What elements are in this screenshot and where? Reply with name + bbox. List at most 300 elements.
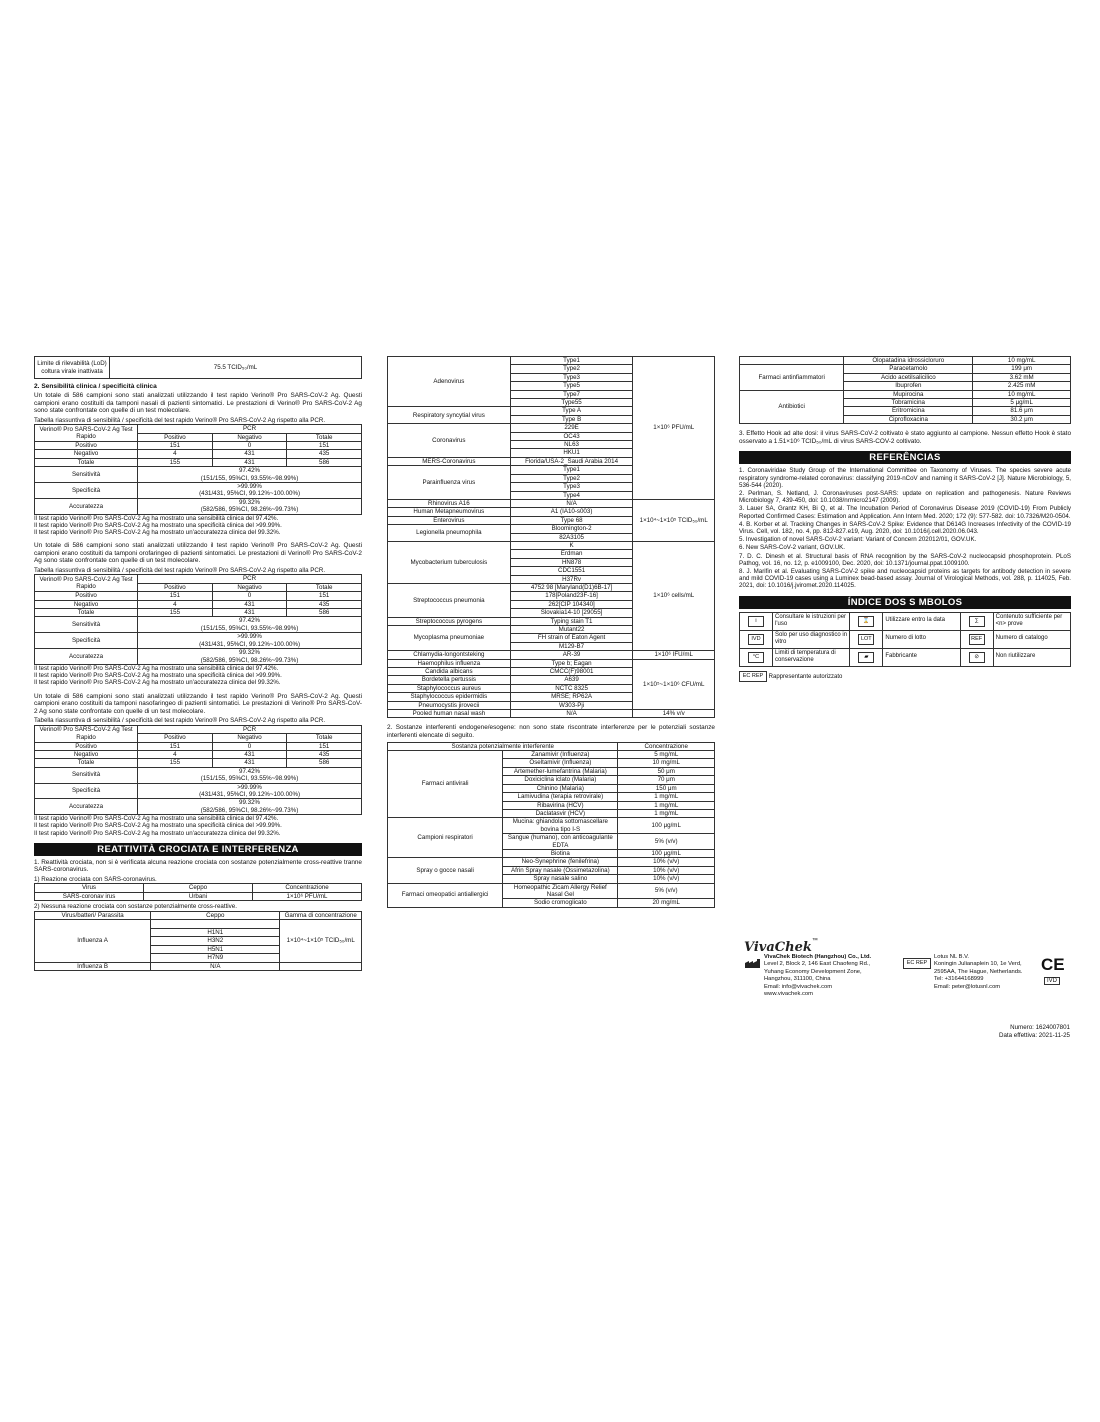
symbol-description: Limiti di temperatura di conservazione: [773, 648, 850, 666]
substance-concentration: 81.6 μm: [973, 407, 1071, 415]
strain-cell: Type7: [510, 390, 633, 398]
organism-name: Human Metapneumovirus: [388, 508, 511, 516]
substance-concentration: 1 mg/mL: [618, 801, 715, 809]
strain-cell: H7N9: [151, 954, 280, 962]
column-header: Totale: [287, 583, 362, 591]
column-header: Positivo: [138, 433, 213, 441]
cross-row: [388, 499, 715, 507]
substance-name: Acido acetilsalicilico: [844, 373, 973, 381]
table-cell: 586: [287, 458, 362, 466]
table-cell: 155: [138, 759, 213, 767]
result-note: Il test rapido Verino® Pro SARS-CoV-2 Ag ha mostrato una sensibilità clinica del 97.42%.: [34, 664, 279, 672]
address-line: www.vivachek.com: [764, 991, 813, 998]
column-header: Positivo: [138, 583, 213, 591]
reference-item: 6. New SARS-CoV-2 variant, GOV.UK.: [739, 544, 846, 552]
organism-name: Mycoplasma pneumoniae: [388, 626, 511, 651]
stat-ci: (151/155, 95%CI, 93.55%~98.99%): [200, 775, 299, 783]
stat-value: [138, 783, 362, 799]
cross1-table: [34, 883, 362, 901]
corner-cell: Verino® Pro SARS-CoV-2 Ag Test Rapido: [35, 725, 138, 742]
stat-percent: >99.99%: [237, 633, 262, 641]
substance-group: Spray o gocce nasali: [388, 858, 503, 883]
stat-row: [35, 617, 362, 633]
interference-row: [740, 390, 1071, 398]
stat-row: [35, 799, 362, 815]
stat-percent: 99.32%: [239, 498, 261, 506]
strain-cell: M129-B7: [510, 642, 633, 650]
influenza-b-conc: [280, 962, 362, 970]
section-2-title: 2. Sensibilità clinica / specificità clinica: [34, 383, 157, 390]
substance-name: Ciprofloxacina: [844, 415, 973, 423]
rep-line: Lotus NL B.V.: [934, 954, 970, 960]
table-cell: Negativo: [35, 600, 138, 608]
reference-item: 5. Investigation of novel SARS-CoV-2 variant: Variant of Concern 202012/01, GOV.UK.: [739, 536, 977, 544]
stat-percent: 97.42%: [239, 767, 261, 775]
column-header: Negativo: [212, 734, 287, 742]
table-row: [35, 759, 362, 767]
organism-name: Staphylococcus aureus: [388, 684, 511, 692]
symbol-glyph: IVD: [748, 634, 764, 645]
cross1-header: Virus: [35, 884, 144, 892]
manufacturer-block: [764, 954, 894, 998]
strain-cell: A639: [510, 676, 633, 684]
table-cell: 151: [287, 442, 362, 450]
strain-cell: Type55: [510, 399, 633, 407]
substance-concentration: 10% (v/v): [618, 858, 715, 866]
stat-label: Specificità: [35, 633, 138, 649]
interference-header: Sostanza potenzialmente interferente: [388, 742, 618, 750]
substance-name: Sangue (humano), con anticoagulante EDTA: [503, 834, 618, 850]
table-cell: 155: [138, 609, 213, 617]
strain-cell: H1N1: [151, 929, 280, 937]
substance-group: Farmaci antivirali: [388, 751, 503, 818]
address-line: Level 2, Block 2, 146 East Chaofeng Rd.,: [764, 961, 871, 968]
strain-cell: FH strain of Eaton Agent: [510, 634, 633, 642]
stat-label: Sensitività: [35, 467, 138, 483]
cross-row: [388, 659, 715, 667]
organism-name: Coronavirus: [388, 424, 511, 458]
strain-cell: Type3: [510, 483, 633, 491]
table-cell: Negativo: [35, 450, 138, 458]
ivd-mark: IVD: [1044, 977, 1060, 985]
substance-group: Farmaci omeopatici antiallergici: [388, 883, 503, 907]
strain-cell: CMCC(F)98001: [510, 668, 633, 676]
strain-cell: [151, 920, 280, 929]
substance-name: Spray nasale salino: [503, 875, 618, 883]
performance-table: [34, 574, 362, 664]
symbol-description: Numero di catalogo: [993, 630, 1070, 648]
cross-row: [388, 357, 715, 365]
address-line: Hangzhou, 311100, China: [764, 976, 831, 983]
substance-concentration: 10% (v/v): [618, 866, 715, 874]
table-caption: Tabella riassuntiva di sensibilità / specificità del test rapido Verino® Pro SARS-CoV-2 Ag rispetto alla PCR.: [34, 416, 326, 424]
table-cell: 431: [212, 750, 287, 758]
stat-value: [138, 498, 362, 514]
interference-row: [388, 883, 715, 899]
concentration-cell: 1×10⁶ PFU/mL: [633, 357, 715, 500]
symbol-icon: [850, 612, 883, 630]
corner-cell: Verino® Pro SARS-CoV-2 Ag Test Rapido: [35, 425, 138, 442]
result-note: Il test rapido Verino® Pro SARS-CoV-2 Ag ha mostrato una sensibilità clinica del 97.42%.: [34, 815, 279, 823]
substance-name: Ribavirina (HCV): [503, 801, 618, 809]
strain-cell: Erdman: [510, 550, 633, 558]
table-cell: Totale: [35, 759, 138, 767]
substance-concentration: 5 mg/mL: [618, 751, 715, 759]
organism-name: Chlamydia-longontsteking: [388, 651, 511, 659]
effective-date: Data effettiva: 2021-11-25: [999, 1032, 1070, 1039]
result-note: Il test rapido Verino® Pro SARS-CoV-2 Ag ha mostrato una specificità clinica del >99.99%.: [34, 822, 282, 830]
table-cell: 151: [287, 592, 362, 600]
symbol-glyph: ⌛: [858, 616, 874, 627]
organism-name: Haemophilus influenza: [388, 659, 511, 667]
strain-cell: Type5: [510, 382, 633, 390]
table-cell: 431: [212, 458, 287, 466]
table-cell: 4: [138, 750, 213, 758]
cross2-title: 2) Nessuna reazione crociata con sostanze potenzialmente cross-reattive.: [34, 903, 237, 911]
organism-name: Bordetella pertussis: [388, 676, 511, 684]
performance-table: [34, 424, 362, 514]
organism-name: Parainfluenza virus: [388, 466, 511, 500]
strain-cell: HN878: [510, 558, 633, 566]
interference-header: Concentrazione: [618, 742, 715, 750]
document-number: Numero: 1624007801: [1010, 1024, 1070, 1031]
stat-row: [35, 467, 362, 483]
factory-icon: [744, 956, 764, 966]
stat-label: Accuratezza: [35, 498, 138, 514]
substance-concentration: 150 μm: [618, 784, 715, 792]
performance-blocks: [34, 392, 362, 837]
strain-cell: K: [510, 541, 633, 549]
strain-cell: Type 68: [510, 516, 633, 524]
influenza-b-strain: N/A: [151, 962, 280, 970]
strain-cell: H3N2: [151, 937, 280, 945]
symbol-row: [740, 648, 1071, 666]
column-header: Negativo: [212, 583, 287, 591]
substance-name: Artemether-lumefantrina (Malaria): [503, 767, 618, 775]
stat-value: [138, 483, 362, 499]
stat-ci: (151/155, 95%CI, 93.55%~98.99%): [200, 624, 299, 632]
symbols-table: [739, 612, 1071, 667]
column-2: [387, 356, 715, 908]
column-header: Totale: [287, 734, 362, 742]
stat-label: Sensitività: [35, 617, 138, 633]
symbol-icon: [850, 630, 883, 648]
stat-percent: 99.32%: [239, 649, 261, 657]
table-cell: 151: [287, 742, 362, 750]
cross2-header: Gamma di concentrazione: [280, 911, 362, 919]
substance-concentration: 100 μg/mL: [618, 818, 715, 834]
stat-ci: (582/586, 95%CI, 98.26%~99.73%): [200, 806, 299, 814]
strain-cell: H5N1: [151, 945, 280, 953]
reference-item: 3. Lauer SA, Grantz KH, Bi Q, et al. The Incubation Period of Coronavirus Disease 2019 (COVID-19) From Publicly Reported Confirmed Cases: Estimation and Application. Ann Intern Med. 2020; 172 (9): 577-582. doi: 10.7326/M20-0504.: [739, 505, 1071, 520]
stat-ci: (431/431, 95%CI, 99.12%~100.00%): [199, 790, 301, 798]
substance-concentration: 10 mg/mL: [973, 390, 1071, 398]
cross1-title: 1) Reazione crociata con SARS-coronavirus.: [34, 875, 157, 883]
document-footer: [960, 1024, 1070, 1040]
substance-name: Mucina: ghiandola sottomascellare bovina tipo I-S: [503, 818, 618, 834]
references-list: [739, 467, 1071, 589]
symbol-glyph: REF: [969, 634, 985, 645]
cross-intro: 1. Reattività crociata, non si è verificata alcuna reazione crociata con sostanze potenzialmente cross-reattive tranne SARS-coronavirus.: [34, 858, 362, 874]
substance-name: Biotina: [503, 849, 618, 857]
stat-label: Specificità: [35, 483, 138, 499]
substance-name: Sodio cromoglicato: [503, 899, 618, 907]
symbol-glyph: ▰: [858, 652, 874, 663]
substance-concentration: 3.62 mM: [973, 373, 1071, 381]
concentration-cell: 1×10⁴~1×10⁵ TCID₅₀/mL: [633, 499, 715, 541]
strain-cell: Type A: [510, 407, 633, 415]
reference-item: 2. Perlman, S. Netland, J. Coronaviruses post-SARS: update on replication and pathogenesis. Nature Reviews Microbiology 7, 439-450, doi: 10.1038/nrmicro2147 (2009).: [739, 490, 1071, 505]
table-cell: 431: [212, 759, 287, 767]
organism-name: Legionella pneumophila: [388, 525, 511, 542]
stat-row: [35, 783, 362, 799]
ec-rep-icon: EC REP: [739, 671, 767, 682]
cross1-cell: Urbani: [144, 892, 253, 900]
organism-name: Streptococcus pyrogens: [388, 617, 511, 625]
strain-cell: 229E: [510, 424, 633, 432]
stat-value: [138, 633, 362, 649]
substance-name: Tobramicina: [844, 399, 973, 407]
company-name: VivaChek Biotech (Hangzhou) Co., Ltd.: [764, 954, 872, 960]
strain-cell: Type4: [510, 491, 633, 499]
pcr-header: PCR: [138, 575, 362, 583]
substance-name: Eritromicina: [844, 407, 973, 415]
cross1-header: Ceppo: [144, 884, 253, 892]
reference-item: 7. D. C. Dinesh et al. Structural basis of RNA recognition by the SARS-CoV-2 nucleocapsid phosphoprotein. PLoS Pathog, vol. 16, no. 12, p. e1009100, Dec. 2020, doi: 10.1371/journal.ppat.1009100.: [739, 552, 1071, 567]
substance-concentration: 5% (v/v): [618, 883, 715, 899]
strain-cell: Type1: [510, 357, 633, 365]
column-header: Negativo: [212, 433, 287, 441]
strain-cell: W303-Pji: [510, 701, 633, 709]
stat-label: Sensitività: [35, 767, 138, 783]
symbol-glyph: °C: [748, 652, 764, 663]
symbol-icon: [740, 612, 773, 630]
symbol-icon: [740, 630, 773, 648]
table-cell: 4: [138, 450, 213, 458]
table-row: [35, 592, 362, 600]
strain-cell: Type2: [510, 365, 633, 373]
substance-concentration: 20 mg/mL: [618, 899, 715, 907]
symbol-description: Solo per uso diagnostico in vitro: [773, 630, 850, 648]
substance-concentration: 199 μm: [973, 365, 1071, 373]
substance-name: Daclatasvir (HCV): [503, 809, 618, 817]
reference-item: 8. J. Marifin et al. Evaluating SARS-CoV-2 spike and nucleocapsid proteins as targets for antibody detection in severe and mild COVID-19 cases using a Luminex bead-based assay. Journal of Virological Methods, vol. 288, p. 114025, Feb. 2021, doi: 10.1016/j.jviromet.2020.114025.: [739, 568, 1071, 590]
concentration-cell: 1×10⁶ IFU/mL: [633, 651, 715, 659]
substance-name: Olopatadina idrossicloruro: [844, 357, 973, 365]
table-cell: Positivo: [35, 442, 138, 450]
substance-concentration: 5 μg/mL: [973, 399, 1071, 407]
symbol-icon: [960, 630, 993, 648]
result-note: Il test rapido Verino® Pro SARS-CoV-2 Ag ha mostrato un'accuratezza clinica del 99.32%.: [34, 829, 281, 837]
strain-cell: AR-39: [510, 651, 633, 659]
table-caption: Tabella riassuntiva di sensibilità / specificità del test rapido Verino® Pro SARS-CoV-2 Ag rispetto alla PCR.: [34, 717, 326, 725]
spacer: [34, 536, 362, 540]
stat-percent: >99.99%: [237, 783, 262, 791]
symbol-glyph: ∑: [969, 616, 985, 627]
substance-name: Zanamivir (Influenza): [503, 751, 618, 759]
concentration-cell: 1×10⁵~1×10⁶ CFU/mL: [633, 659, 715, 709]
hook-effect: 3. Effetto Hook ad alte dosi: il virus SARS-CoV-2 coltivato è stato aggiunto al campione. Nessun effetto Hook è stato osservato a 1.51×10⁶ TCID₅₀/mL di virus SARS-COV-2 coltivato.: [739, 430, 1071, 445]
rep-line: 2595AA, The Hague, Netherlands.: [934, 968, 1023, 975]
cross1-header: Concentrazione: [253, 884, 362, 892]
spacer: [34, 687, 362, 691]
substance-name: Afrin Spray nasale (Ossimetazolina): [503, 866, 618, 874]
table-cell: 435: [287, 600, 362, 608]
symbol-glyph: ⊘: [969, 652, 985, 663]
substance-name: Chinino (Malaria): [503, 784, 618, 792]
substance-name: Doxiciclina iclato (Malaria): [503, 776, 618, 784]
strain-cell: 82A3105: [510, 533, 633, 541]
result-note: Il test rapido Verino® Pro SARS-CoV-2 Ag ha mostrato una specificità clinica del >99.99%.: [34, 672, 282, 680]
cross-reactivity-table: [387, 356, 715, 718]
ec-rep-text: Rappresentante autorizzato: [768, 673, 843, 680]
table-row: [35, 600, 362, 608]
influenza-b-label: Influenza B: [35, 962, 151, 970]
interference-row: [740, 365, 1071, 373]
substance-concentration: 50 μm: [618, 767, 715, 775]
strain-cell: A1 (IA10-s003): [510, 508, 633, 516]
result-note: Il test rapido Verino® Pro SARS-CoV-2 Ag ha mostrato un'accuratezza clinica del 99.32%.: [34, 679, 281, 687]
interference-table-continued: [739, 356, 1071, 424]
strain-cell: 4752 98 [Maryland(D1)6B-17]: [510, 583, 633, 591]
reference-item: 1. Coronaviridae Study Group of the International Committee on Taxonomy of Viruses. The species severe acute respiratory syndrome-related coronavirus: classifying 2019-nCoV and naming it SARS-CoV-2 [J]. Nature Microbiology, 5, 536-544 (2020).: [739, 467, 1071, 489]
substance-concentration: 5% (v/v): [618, 834, 715, 850]
lod-label: Limite di rilevabilità (LoD) coltura virale inattivata: [35, 357, 110, 379]
result-note: Il test rapido Verino® Pro SARS-CoV-2 Ag ha mostrato una specificità clinica del >99.99%.: [34, 521, 282, 529]
stat-ci: (431/431, 95%CI, 99.12%~100.00%): [199, 640, 301, 648]
organism-name: MERS-Coronavirus: [388, 457, 511, 465]
interference-row: [388, 818, 715, 834]
column-1: [34, 356, 362, 971]
strain-cell: Type b; Eagan: [510, 659, 633, 667]
substance-name: Homeopathic Zicam Allergy Relief Nasal Gel: [503, 883, 618, 899]
strain-cell: CDC1551: [510, 567, 633, 575]
column-header: Totale: [287, 433, 362, 441]
substance-concentration: 100 μg/mL: [618, 849, 715, 857]
table-cell: 586: [287, 609, 362, 617]
table-caption: Tabella riassuntiva di sensibilità / specificità del test rapido Verino® Pro SARS-CoV-2 Ag rispetto alla PCR.: [34, 567, 326, 575]
strain-cell: Mutant22: [510, 626, 633, 634]
symbol-row: [740, 630, 1071, 648]
lod-table: [34, 356, 362, 379]
reference-item: 4. B. Korber et al. Tracking Changes in SARS-CoV-2 Spike: Evidence that D614G Increases Infectivity of the COVID-19 Virus. Cell, vol. 182, no. 4, pp. 812-827.e19, Aug. 2020, doi: 10.1016/j.cell.2020.06.043.: [739, 520, 1071, 536]
table-cell: 0: [212, 442, 287, 450]
cross-row: [388, 651, 715, 659]
organism-name: Pooled human nasal wash: [388, 710, 511, 718]
stat-row: [35, 633, 362, 649]
stat-value: [138, 767, 362, 783]
stat-percent: 97.42%: [239, 617, 261, 625]
cross1-cell: SARS-coronav irus: [35, 892, 144, 900]
cross2-table: [34, 911, 362, 971]
organism-name: Mycobacterium tuberculosis: [388, 541, 511, 583]
table-row: [35, 742, 362, 750]
concentration-cell: 1×10⁶ cells/mL: [633, 541, 715, 650]
table-cell: 151: [138, 592, 213, 600]
strain-cell: N/A: [510, 499, 633, 507]
symbol-icon: [960, 648, 993, 666]
cross-row: [388, 710, 715, 718]
stat-value: [138, 617, 362, 633]
table-cell: 0: [212, 592, 287, 600]
address-line: Yuhang Economy Development Zone,: [764, 968, 862, 975]
table-cell: Totale: [35, 458, 138, 466]
substance-name: Neo-Synephrine (fenilefrina): [503, 858, 618, 866]
table-cell: Totale: [35, 609, 138, 617]
strain-cell: Type2: [510, 474, 633, 482]
substance-concentration: 1 mg/mL: [618, 793, 715, 801]
table-cell: 431: [212, 450, 287, 458]
references-banner: REFERÊNCIAS: [739, 451, 1071, 464]
symbol-description: Utilizzare entro la data: [883, 612, 960, 630]
cross1-cell: 1×10⁶ PFU/mL: [253, 892, 362, 900]
strain-cell: Typing stain T1: [510, 617, 633, 625]
table-cell: Negativo: [35, 750, 138, 758]
symbols-banner: ÍNDICE DOS S MBOLOS: [739, 596, 1071, 609]
symbol-icon: [850, 648, 883, 666]
address-line: Email: info@vivachek.com: [764, 983, 833, 990]
substance-concentration: 30.2 μm: [973, 415, 1071, 423]
symbol-description: Consultare le istruzioni per l'uso: [773, 612, 850, 630]
substance-concentration: 10 mg/mL: [973, 357, 1071, 365]
column-header: Positivo: [138, 734, 213, 742]
table-cell: 586: [287, 759, 362, 767]
influenza-a-conc: 1×10⁴~1×10⁵ TCID₅₀/mL: [280, 920, 362, 963]
rep-line: Email: peter@lotusnl.com: [934, 983, 1001, 990]
logo-tm: ™: [811, 938, 818, 944]
table-cell: Positivo: [35, 592, 138, 600]
strain-cell: HKU1: [510, 449, 633, 457]
strain-cell: NCTC 8325: [510, 684, 633, 692]
stat-row: [35, 498, 362, 514]
organism-name: Enterovirus: [388, 516, 511, 524]
substance-concentration: 10 mg/mL: [618, 759, 715, 767]
rep-icon: [903, 955, 931, 973]
study-intro: Un totale di 586 campioni sono stati analizzati utilizzando il test rapido Verino® Pro SARS-CoV-2 Ag. Questi campioni erano costituiti da tamponi nasali di pazienti sintomatici. Le prestazioni di Verino® Pro SARS-CoV-2 Ag sono state confrontate con quelle di un test molecolare.: [34, 392, 362, 415]
study-intro: Un totale di 586 campioni sono stati analizzati utilizzando il test rapido Verino® Pro SARS-CoV-2 Ag. Questi campioni erano costituiti da tamponi orofaringeo di pazienti sintomatici. Le prestazioni di Verino® Pro SARS-CoV-2 Ag sono state confrontate con quelle di un test molecolare.: [34, 542, 362, 565]
stat-percent: 99.32%: [239, 799, 261, 807]
stat-label: Specificità: [35, 783, 138, 799]
interference-table: [387, 742, 715, 908]
substance-concentration: 1 mg/mL: [618, 809, 715, 817]
table-cell: Positivo: [35, 742, 138, 750]
ec-rep-row: [739, 671, 1071, 682]
logo-text: VivaChek: [744, 940, 812, 955]
organism-name: Respiratory syncytial virus: [388, 407, 511, 424]
authorized-rep-block: [934, 954, 1039, 991]
stat-value: [138, 799, 362, 815]
strain-cell: Bloomington-2: [510, 525, 633, 533]
table-cell: 4: [138, 600, 213, 608]
table-cell: 435: [287, 450, 362, 458]
table-cell: 155: [138, 458, 213, 466]
symbol-icon: [740, 648, 773, 666]
strain-cell: Type3: [510, 373, 633, 381]
strain-cell: 262[CIP 104340]: [510, 600, 633, 608]
organism-name: Pneumocystis jirovecii: [388, 701, 511, 709]
substance-group: Antibiotici: [740, 390, 844, 424]
interference-intro: 2. Sostanze interferenti endogene/esogene: non sono state riscontrate interferenze per le potenziali sostanze interferenti elencate di seguito.: [387, 724, 715, 740]
substance-name: Oseltamivir (Influenza): [503, 759, 618, 767]
column-3: [739, 356, 1071, 682]
organism-name: Rhinovirus A16: [388, 499, 511, 507]
symbol-description: Numero di lotto: [883, 630, 960, 648]
result-note: Il test rapido Verino® Pro SARS-CoV-2 Ag ha mostrato una sensibilità clinica del 97.42%.: [34, 514, 279, 522]
stat-row: [35, 483, 362, 499]
cross-reactivity-banner: REATTIVITÀ CROCIATA E INTERFERENZA: [34, 843, 362, 856]
stat-percent: 97.42%: [239, 467, 261, 475]
table-row: [35, 750, 362, 758]
